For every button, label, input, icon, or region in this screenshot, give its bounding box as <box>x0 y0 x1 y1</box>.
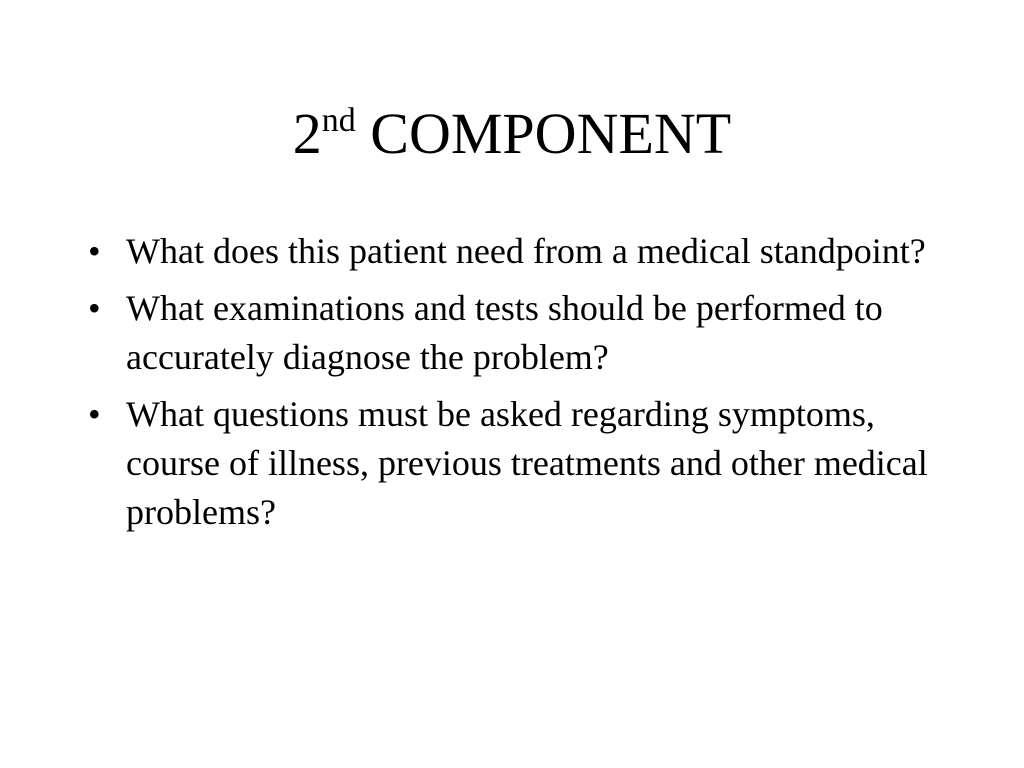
bullet-item <box>88 390 948 537</box>
bullet-list <box>88 227 948 545</box>
bullet-item <box>88 284 948 382</box>
title-text: COMPONENT <box>370 101 732 166</box>
bullet-icon: • <box>88 288 101 328</box>
title-number: 2 <box>292 101 322 166</box>
title-ordinal-suffix: nd <box>321 102 356 139</box>
bullet-icon: • <box>88 394 101 434</box>
bullet-text: What questions must be asked regarding symptoms, course of illness, previous treatments and other medical problems? <box>126 394 928 532</box>
bullet-icon: • <box>88 231 101 271</box>
bullet-item <box>88 227 948 276</box>
bullet-text: What does this patient need from a medical standpoint? <box>126 231 926 271</box>
bullet-text: What examinations and tests should be performed to accurately diagnose the problem? <box>126 288 883 377</box>
slide-title <box>0 100 1024 177</box>
